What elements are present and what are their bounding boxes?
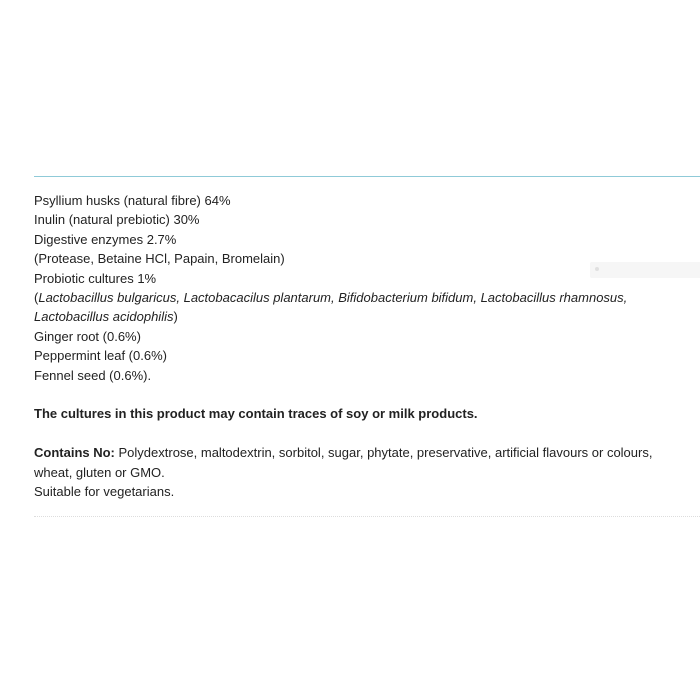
probiotic-strains-line-1 [34,288,694,307]
suitability-note: Suitable for vegetarians. [34,484,175,500]
ingredient-inulin: Inulin (natural prebiotic) 30% [34,212,200,228]
ingredient-ginger: Ginger root (0.6%) [34,328,141,344]
contains-no-text: Polydextrose, maltodextrin, sorbitol, sugar, phytate, preservative, artificial flavours or colours, wheat, gluten or GMO. [34,445,653,480]
ingredient-enzymes: Digestive enzymes 2.7% [34,231,177,247]
probiotic-open-paren: ( [34,290,39,306]
probiotic-strains-text-1: Lactobacillus bulgaricus, Lactobacacilus plantarum, Bifidobacterium bifidum, Lactobacillus rhamnosus, [38,290,628,306]
ingredient-psyllium: Psyllium husks (natural fibre) 64% [34,193,231,208]
ingredients-panel [34,191,694,501]
allergen-warning: The cultures in this product may contain traces of soy or milk products. [34,406,478,422]
spacer [34,424,694,443]
spacer [34,385,694,404]
bottom-divider [34,516,700,517]
contains-no-label: Contains No: [34,445,115,461]
probiotic-close-paren: ) [173,309,178,325]
ingredient-fennel: Fennel seed (0.6%). [34,367,152,383]
top-divider [34,176,700,177]
ingredient-enzymes-detail: (Protease, Betaine HCl, Papain, Bromelain) [34,251,285,267]
ingredient-peppermint: Peppermint leaf (0.6%) [34,348,167,364]
ingredient-probiotic: Probiotic cultures 1% [34,270,157,286]
probiotic-strains-text-2: Lactobacillus acidophilis [34,309,174,325]
contains-no-statement [34,443,694,482]
probiotic-strains-line-2 [34,307,694,326]
